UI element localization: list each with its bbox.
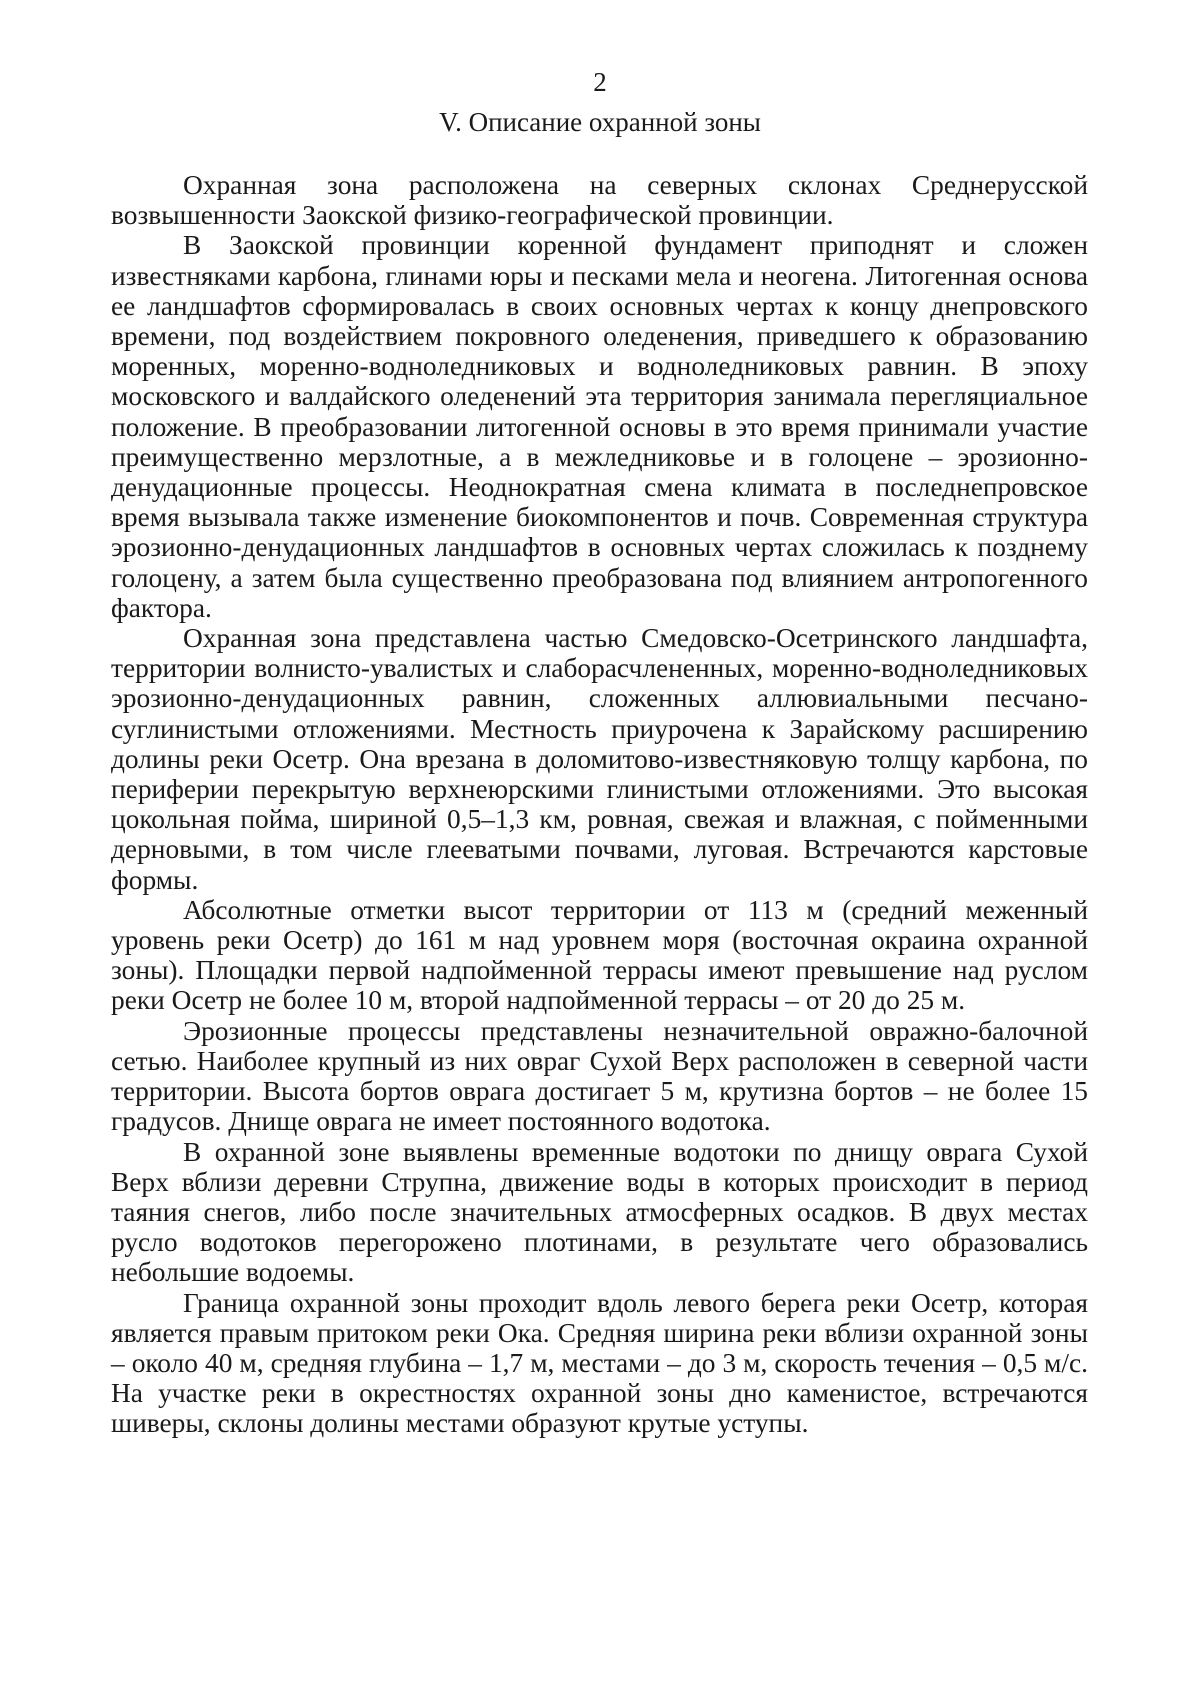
paragraph-elevations: Абсолютные отметки высот территории от 113 м (средний меженный уровень реки Осетр) до 161 м над уровнем моря (восточная окраина охранной зоны). Площадки первой надпойменной террасы имеют превышение над руслом реки Осетр не более 10 м, второй надпойменной террасы – от 20 до 25 м. bbox=[111, 894, 1088, 1016]
page-number: 2 bbox=[593, 67, 607, 97]
paragraph-river-boundary: Граница охранной зоны проходит вдоль левого берега реки Осетр, которая является правым притоком реки Ока. Средняя ширина реки вблизи охранной зоны – около 40 м, средняя глубина – 1,7 м, местами – до 3 м, скорость течения – 0,5 м/с. На участке реки в окрестностях охранной зоны дно каменистое, встречаются шиверы, склоны долины местами образуют крутые уступы. bbox=[111, 1287, 1088, 1439]
section-title: V. Описание охранной зоны bbox=[439, 107, 761, 137]
paragraph-watercourses: В охранной зоне выявлены временные водотоки по днищу оврага Сухой Верх вблизи деревни Струпна, движение воды в которых происходит в период таяния снегов, либо после значительных атмосферных осадков. В двух местах русло водотоков перегорожено плотинами, в результате чего образовались небольшие водоемы. bbox=[111, 1136, 1088, 1288]
body-text bbox=[111, 170, 1088, 1439]
paragraph-location: Охранная зона расположена на северных склонах Среднерусской возвышенности Заокской физико-географической провинции. bbox=[111, 170, 1088, 231]
paragraph-geology: В Заокской провинции коренной фундамент приподнят и сложен известняками карбона, глинами юры и песками мела и неогена. Литогенная основа ее ландшафтов сформировалась в своих основных чертах к концу днепровского времени, под воздействием покровного оледенения, приведшего к образованию моренных, моренно-водноледниковых и водноледниковых равнин. В эпоху московского и валдайского оледенений эта территория занимала перегляциальное положение. В преобразовании литогенной основы в это время принимали участие преимущественно мерзлотные, а в межледниковье и в голоцене – эрозионно-денудационные процессы. Неоднократная смена климата в последнепровское время вызывала также изменение биокомпонентов и почв. Современная структура эрозионно-денудационных ландшафтов в основных чертах сложилась к позднему голоцену, а затем была существенно преобразована под влиянием антропогенного фактора. bbox=[111, 230, 1088, 623]
paragraph-erosion: Эрозионные процессы представлены незначительной овражно-балочной сетью. Наиболее крупный из них овраг Сухой Верх расположен в северной части территории. Высота бортов оврага достигает 5 м, крутизна бортов – не более 15 градусов. Днище оврага не имеет постоянного водотока. bbox=[111, 1015, 1088, 1137]
paragraph-landscape: Охранная зона представлена частью Смедовско-Осетринского ландшафта, территории волнисто-увалистых и слаборасчлененных, моренно-водноледниковых эрозионно-денудационных равнин, сложенных аллювиальными песчано-суглинистыми отложениями. Местность приурочена к Зарайскому расширению долины реки Осетр. Она врезана в доломитово-известняковую толщу карбона, по периферии перекрытую верхнеюрскими глинистыми отложениями. Это высокая цокольная пойма, шириной 0,5–1,3 км, ровная, свежая и влажная, с пойменными дерновыми, в том числе глееватыми почвами, луговая. Встречаются карстовые формы. bbox=[111, 623, 1088, 895]
